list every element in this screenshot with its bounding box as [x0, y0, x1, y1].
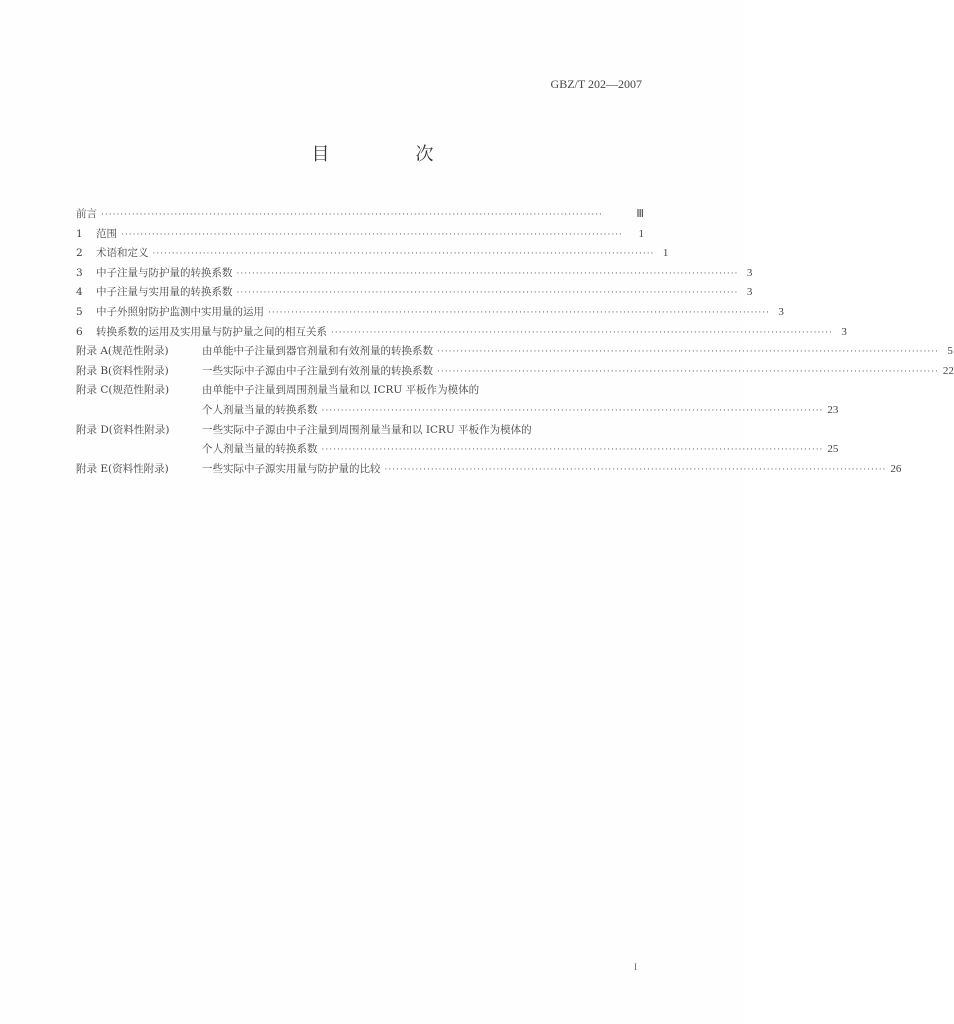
- dot-leader: ··································································································································: [384, 464, 887, 475]
- toc-entry-page: Ⅲ: [636, 208, 644, 220]
- toc-entry-page: 1: [662, 247, 669, 260]
- toc-appendix-entry[interactable]: [76, 421, 644, 441]
- toc-entry-page: 1: [638, 227, 644, 240]
- appendix-prefix: 附录 D(资料性附录): [76, 423, 170, 436]
- toc-entry-label: 范围: [96, 227, 117, 240]
- table-of-contents: [76, 205, 954, 479]
- toc-entry[interactable]: [76, 244, 669, 264]
- toc-entry-label: 中子注量与实用量的转换系数: [96, 286, 233, 299]
- toc-entry-label: 中子注量与防护量的转换系数: [96, 266, 233, 279]
- dot-leader: ··································································································································: [101, 210, 603, 220]
- toc-entry-page: 3: [778, 305, 784, 318]
- appendix-title: 一些实际中子源实用量与防护量的比较: [202, 462, 381, 475]
- toc-appendix-entry[interactable]: [76, 460, 902, 480]
- toc-entry-page: 3: [841, 325, 847, 338]
- appendix-title-continued: 个人剂量当量的转换系数: [202, 403, 318, 416]
- toc-entry[interactable]: [76, 205, 644, 225]
- dot-leader: ··································································································································: [268, 307, 770, 318]
- toc-entry-label: 中子外照射防护监测中实用量的运用: [96, 305, 264, 318]
- toc-entry-number: 5: [76, 305, 83, 318]
- toc-entry-number: 6: [76, 325, 83, 338]
- toc-appendix-entry[interactable]: [76, 342, 953, 362]
- toc-entry-page: 25: [827, 443, 839, 456]
- dot-leader: ··································································································································: [437, 366, 939, 377]
- dot-leader: ··································································································································: [236, 268, 739, 279]
- toc-appendix-continuation[interactable]: [76, 401, 839, 421]
- dot-leader: ··································································································································: [321, 445, 824, 456]
- page-title: 目 次: [311, 144, 468, 165]
- toc-entry[interactable]: [76, 303, 784, 323]
- dot-leader: ··································································································································: [121, 229, 623, 240]
- toc-entry-number: 4: [76, 286, 83, 299]
- appendix-title: 一些实际中子源由中子注量到周围剂量当量和以 ICRU 平板作为模体的: [202, 423, 532, 436]
- toc-entry-page: 26: [890, 462, 902, 475]
- toc-appendix-entry[interactable]: [76, 381, 644, 401]
- appendix-title: 由单能中子注量到周围剂量当量和以 ICRU 平板作为模体的: [202, 384, 480, 397]
- toc-entry-page: 3: [746, 286, 753, 299]
- dot-leader: ··································································································································: [236, 288, 739, 299]
- toc-entry-page: 23: [827, 403, 839, 416]
- standard-code: GBZ/T 202—2007: [550, 77, 642, 91]
- toc-appendix-continuation[interactable]: [76, 440, 839, 460]
- toc-entry-number: 1: [76, 227, 83, 240]
- toc-entry-number: 3: [76, 266, 83, 279]
- dot-leader: ··································································································································: [152, 249, 655, 260]
- appendix-prefix: 附录 E(资料性附录): [76, 462, 169, 475]
- appendix-title-continued: 个人剂量当量的转换系数: [202, 443, 318, 456]
- appendix-prefix: 附录 A(规范性附录): [76, 345, 169, 358]
- appendix-title: 一些实际中子源由中子注量到有效剂量的转换系数: [202, 364, 433, 377]
- toc-entry[interactable]: [76, 283, 753, 303]
- page-number: I: [634, 962, 637, 972]
- toc-entry-label: 转换系数的运用及实用量与防护量之间的相互关系: [96, 325, 327, 338]
- dot-leader: ··································································································································: [321, 405, 824, 416]
- toc-entry[interactable]: [76, 264, 753, 284]
- toc-entry-number: 2: [76, 247, 83, 260]
- toc-entry[interactable]: [76, 225, 644, 245]
- dot-leader: ··································································································································: [331, 327, 833, 338]
- appendix-title: 由单能中子注量到器官剂量和有效剂量的转换系数: [202, 345, 433, 358]
- toc-entry-page: 22: [942, 364, 954, 377]
- toc-appendix-entry[interactable]: [76, 362, 954, 382]
- toc-entry[interactable]: [76, 323, 847, 343]
- toc-entry-label: 前言: [76, 208, 97, 220]
- appendix-prefix: 附录 B(资料性附录): [76, 364, 169, 377]
- dot-leader: ··································································································································: [437, 347, 939, 358]
- toc-entry-page: 3: [746, 266, 753, 279]
- toc-entry-label: 术语和定义: [96, 247, 149, 260]
- toc-entry-page: 5: [947, 345, 953, 358]
- appendix-prefix: 附录 C(规范性附录): [76, 384, 170, 397]
